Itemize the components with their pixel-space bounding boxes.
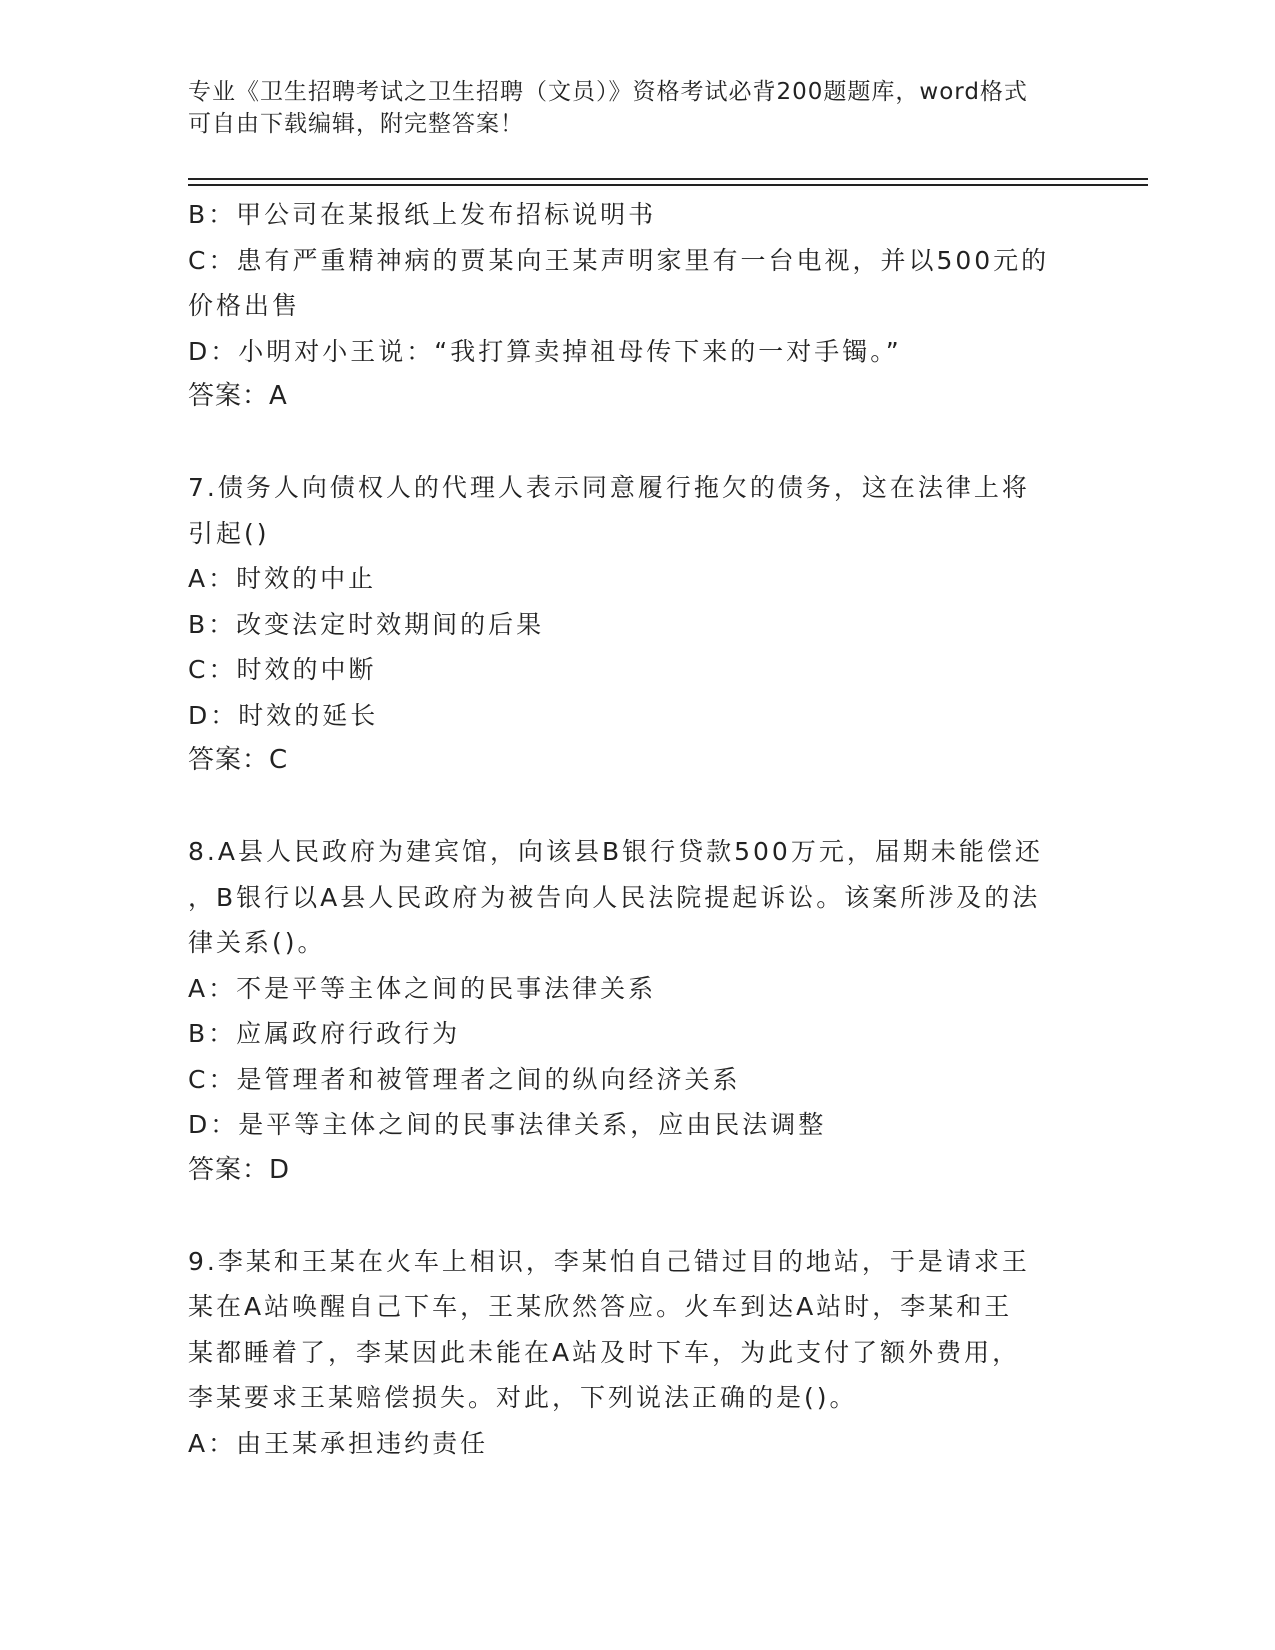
- q8-option-d: D：是平等主体之间的民事法律关系，应由民法调整: [188, 1110, 827, 1139]
- q7-stem-line-2: 引起(): [188, 518, 270, 548]
- q9-stem-line-2: 某在A站唤醒自己下车，王某欣然答应。火车到达A站时，李某和王: [188, 1292, 1013, 1321]
- q8-option-b: B：应属政府行政行为: [188, 1019, 461, 1048]
- q9-option-a: A：由王某承担违约责任: [188, 1428, 489, 1458]
- q9-stem-line-4: 李某要求王某赔偿损失。对此，下列说法正确的是()。: [188, 1383, 858, 1412]
- q6-answer: 答案：A: [188, 381, 288, 411]
- header-title-line-2: 可自由下载编辑，附完整答案！: [188, 111, 524, 137]
- q8-stem-line-1: 8.A县人民政府为建宾馆，向该县B银行贷款500万元，届期未能偿还: [188, 837, 1043, 866]
- q8-stem-line-3: 律关系()。: [188, 928, 326, 957]
- spacer: [188, 420, 1088, 466]
- q8-stem-line-2: ，B银行以A县人民政府为被告向人民法院提起诉讼。该案所涉及的法: [188, 882, 1041, 912]
- q6-option-c-line-2: 价格出售: [188, 291, 301, 320]
- q6-option-b: B：甲公司在某报纸上发布招标说明书: [188, 200, 657, 229]
- document-header: [188, 76, 1088, 140]
- q9-stem-line-3: 某都睡着了，李某因此未能在A站及时下车，为此支付了额外费用，: [188, 1337, 1021, 1367]
- spacer: [188, 784, 1088, 830]
- q6-option-d: D：小明对小王说：“我打算卖掉祖母传下来的一对手镯。”: [188, 336, 902, 366]
- q7-stem-line-1: 7.债务人向债权人的代理人表示同意履行拖欠的债务，这在法律上将: [188, 473, 1030, 502]
- q7-option-d: D：时效的延长: [188, 700, 379, 730]
- q7-option-a: A：时效的中止: [188, 564, 377, 593]
- q8-option-a: A：不是平等主体之间的民事法律关系: [188, 973, 657, 1003]
- q8-answer: 答案：D: [188, 1154, 291, 1185]
- question-body: [188, 192, 1088, 1466]
- q8-option-c: C：是管理者和被管理者之间的纵向经济关系: [188, 1064, 741, 1094]
- q7-option-b: B：改变法定时效期间的后果: [188, 609, 545, 639]
- q7-answer: 答案：C: [188, 745, 289, 775]
- header-divider-top: [188, 178, 1148, 180]
- q9-stem-line-1: 9.李某和王某在火车上相识，李某怕自己错过目的地站，于是请求王: [188, 1246, 1030, 1276]
- q6-option-c-line-1: C：患有严重精神病的贾某向王某声明家里有一台电视，并以500元的: [188, 245, 1050, 275]
- spacer: [188, 1193, 1088, 1239]
- q7-option-c: C：时效的中断: [188, 655, 377, 684]
- header-title-line-1: 专业《卫生招聘考试之卫生招聘（文员）》资格考试必背200题题库，word格式: [188, 79, 1028, 105]
- header-divider-bottom: [188, 184, 1148, 186]
